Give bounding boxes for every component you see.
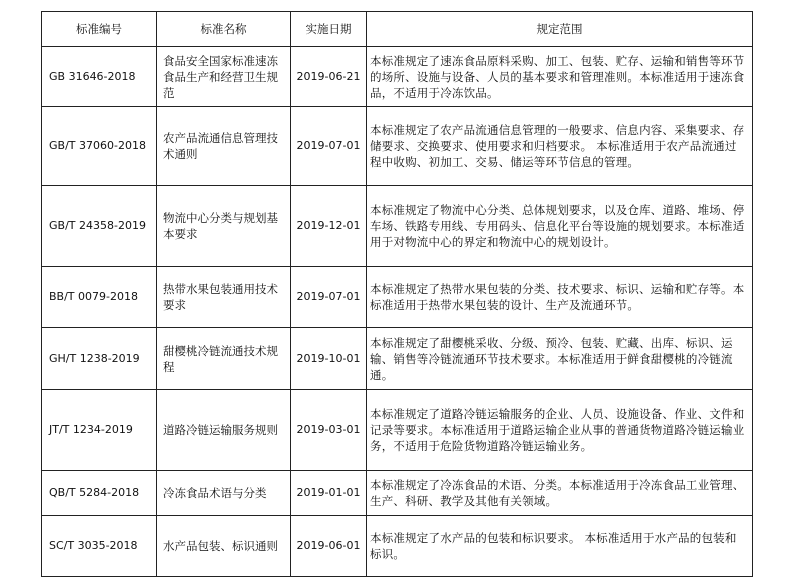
- table-row: [42, 328, 753, 390]
- table-row: [42, 471, 753, 516]
- cell-standard-code: BB/T 0079-2018: [42, 267, 157, 328]
- header-effective-date: 实施日期: [291, 12, 367, 47]
- cell-effective-date: 2019-10-01: [291, 328, 367, 390]
- standards-table: [41, 11, 753, 577]
- cell-scope: 本标准规定了冷冻食品的术语、分类。本标准适用于冷冻食品工业管理、生产、科研、教学及其他有关领域。: [367, 471, 753, 516]
- cell-effective-date: 2019-06-21: [291, 47, 367, 107]
- cell-effective-date: 2019-07-01: [291, 107, 367, 186]
- cell-standard-code: GH/T 1238-2019: [42, 328, 157, 390]
- cell-standard-name: 食品安全国家标准速冻食品生产和经营卫生规范: [157, 47, 291, 107]
- cell-scope: 本标准规定了速冻食品原料采购、加工、包装、贮存、运输和销售等环节的场所、设施与设备、人员的基本要求和管理准则。本标准适用于速冻食品，不适用于冷冻饮品。: [367, 47, 753, 107]
- cell-standard-code: QB/T 5284-2018: [42, 471, 157, 516]
- cell-standard-code: JT/T 1234-2019: [42, 390, 157, 471]
- table-row: [42, 47, 753, 107]
- cell-scope: 本标准规定了甜樱桃采收、分级、预冷、包装、贮藏、出库、标识、运输、销售等冷链流通环节技术要求。本标准适用于鲜食甜樱桃的冷链流通。: [367, 328, 753, 390]
- cell-standard-code: GB 31646-2018: [42, 47, 157, 107]
- cell-scope: 本标准规定了农产品流通信息管理的一般要求、信息内容、采集要求、存储要求、交换要求、使用要求和归档要求。 本标准适用于农产品流通过程中收购、初加工、交易、储运等环节信息的管理。: [367, 107, 753, 186]
- table-row: [42, 107, 753, 186]
- cell-scope: 本标准规定了水产品的包装和标识要求。 本标准适用于水产品的包装和标识。: [367, 516, 753, 577]
- header-scope: 规定范围: [367, 12, 753, 47]
- table-row: [42, 186, 753, 267]
- cell-standard-name: 物流中心分类与规划基本要求: [157, 186, 291, 267]
- cell-effective-date: 2019-03-01: [291, 390, 367, 471]
- cell-standard-name: 农产品流通信息管理技术通则: [157, 107, 291, 186]
- table-row: [42, 390, 753, 471]
- cell-standard-code: GB/T 37060-2018: [42, 107, 157, 186]
- cell-standard-code: GB/T 24358-2019: [42, 186, 157, 267]
- cell-standard-name: 道路冷链运输服务规则: [157, 390, 291, 471]
- cell-effective-date: 2019-06-01: [291, 516, 367, 577]
- cell-standard-name: 冷冻食品术语与分类: [157, 471, 291, 516]
- cell-effective-date: 2019-01-01: [291, 471, 367, 516]
- table-header-row: [42, 12, 753, 47]
- cell-scope: 本标准规定了物流中心分类、总体规划要求，以及仓库、道路、堆场、停车场、铁路专用线、专用码头、信息化平台等设施的规划要求。本标准适用于对物流中心的界定和物流中心的规划设计。: [367, 186, 753, 267]
- cell-standard-code: SC/T 3035-2018: [42, 516, 157, 577]
- cell-effective-date: 2019-12-01: [291, 186, 367, 267]
- table-row: [42, 267, 753, 328]
- table-row: [42, 516, 753, 577]
- cell-scope: 本标准规定了热带水果包装的分类、技术要求、标识、运输和贮存等。本标准适用于热带水果包装的设计、生产及流通环节。: [367, 267, 753, 328]
- cell-standard-name: 甜樱桃冷链流通技术规程: [157, 328, 291, 390]
- cell-scope: 本标准规定了道路冷链运输服务的企业、人员、设施设备、作业、文件和记录等要求。本标准适用于道路运输企业从事的普通货物道路冷链运输业务，不适用于危险货物道路冷链运输业务。: [367, 390, 753, 471]
- header-standard-code: 标准编号: [42, 12, 157, 47]
- header-standard-name: 标准名称: [157, 12, 291, 47]
- cell-standard-name: 热带水果包装通用技术要求: [157, 267, 291, 328]
- standards-table-container: [41, 11, 752, 577]
- cell-standard-name: 水产品包装、标识通则: [157, 516, 291, 577]
- cell-effective-date: 2019-07-01: [291, 267, 367, 328]
